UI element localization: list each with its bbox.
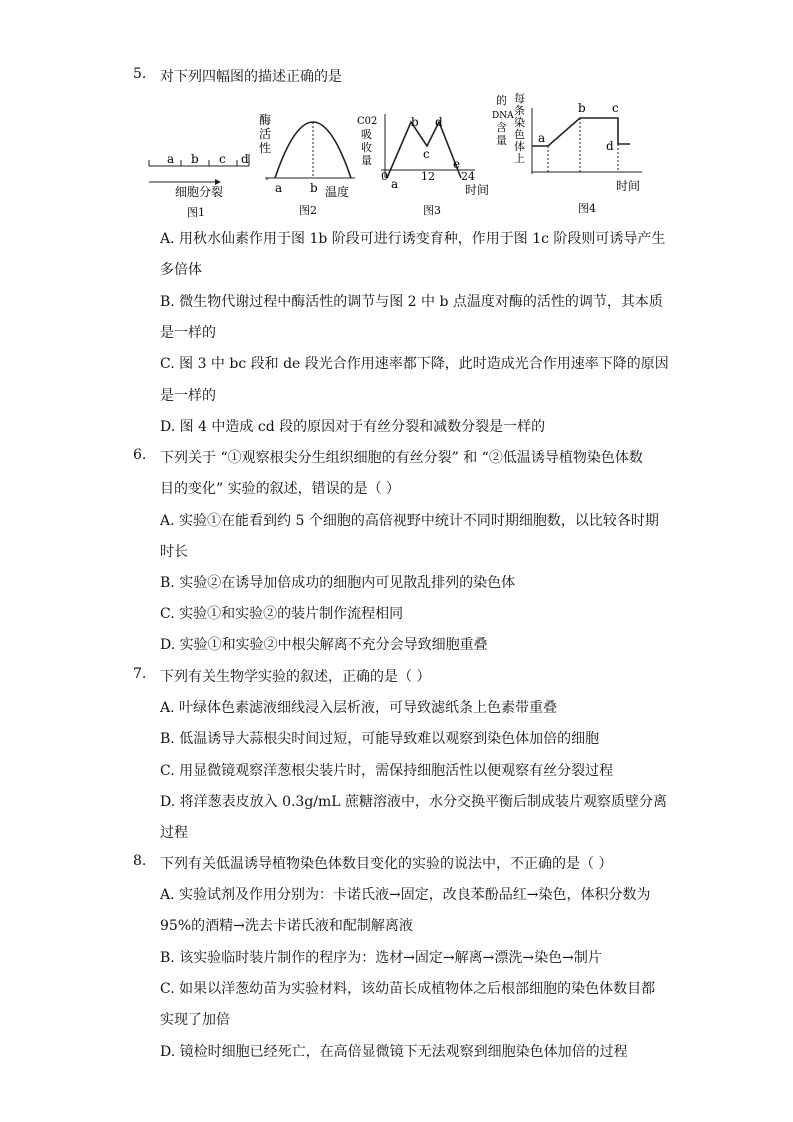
q8-option-a-cont: 95%的酒精→洗去卡诺氏液和配制解离液 (160, 918, 413, 934)
question-6-stem-cont: 目的变化” 实验的叙述，错误的是（ ） (160, 481, 401, 497)
fig4-caption: 图4 (578, 202, 596, 215)
question-5-number: 5. (133, 66, 147, 82)
figure-2 (255, 106, 365, 221)
fig3-origin: 0 (381, 170, 388, 183)
question-6-number: 6. (133, 447, 147, 463)
fig3-ylabel-4: 量 (361, 154, 372, 167)
fig3-point-b: b (411, 115, 419, 129)
fig3-ylabel-3: 收 (361, 141, 372, 154)
q8-option-c: C. 如果以洋葱幼苗为实验材料，该幼苗长成植物体之后根部细胞的染色体数目都 (160, 981, 656, 997)
fig2-caption: 图2 (299, 204, 317, 217)
fig4-ylabel-a2: DNA (492, 111, 514, 121)
question-7-stem: 下列有关生物学实验的叙述，正确的是（ ） (160, 669, 431, 685)
q6-option-b: B. 实验②在诱导加倍成功的细胞内可见散乱排列的染色体 (160, 575, 516, 591)
question-6-stem: 下列关于 “①观察根尖分生组织细胞的有丝分裂” 和 “②低温诱导植物染色体数 (160, 450, 643, 466)
q6-option-a: A. 实验①在能看到约 5 个细胞的高倍视野中统计不同时期细胞数，以比较各时期 (160, 513, 659, 529)
fig4-point-d: d (606, 139, 614, 153)
fig2-point-b: b (310, 181, 318, 195)
q8-option-b: B. 该实验临时装片制作的程序为：选材→固定→解离→漂洗→染色→制片 (160, 950, 602, 966)
q6-option-c: C. 实验①和实验②的装片制作流程相同 (160, 606, 404, 622)
fig4-ylabel-b3: 染 (514, 116, 525, 129)
fig1-label-d: d (241, 152, 249, 166)
question-7-number: 7. (133, 666, 147, 682)
fig3-tick-24: 24 (461, 170, 475, 183)
fig4-point-c: c (612, 101, 619, 115)
q5-option-b-cont: 是一样的 (160, 325, 216, 341)
q5-option-c: C. 图 3 中 bc 段和 de 段光合作用速率都下降，此时造成光合作用速率下降的原因 (160, 356, 669, 372)
question-8-number: 8. (133, 853, 147, 869)
fig3-ylabel-2: 吸 (361, 128, 372, 141)
q6-option-d: D. 实验①和实验②中根尖解离不充分会导致细胞重叠 (160, 637, 488, 653)
fig2-ylabel-2: 活 (259, 127, 272, 141)
figure-3 (355, 106, 495, 221)
question-8-stem: 下列有关低温诱导植物染色体数目变化的实验的说法中，不正确的是（ ） (160, 856, 613, 872)
fig4-ylabel-a1: 的 (496, 94, 507, 107)
q5-option-a-cont: 多倍体 (160, 262, 202, 278)
fig3-xlabel: 时间 (465, 183, 490, 197)
q7-option-b: B. 低温诱导大蒜根尖时间过短，可能导致难以观察到染色体加倍的细胞 (160, 731, 600, 747)
fig4-point-b: b (578, 101, 586, 115)
fig1-label-b: b (191, 152, 199, 166)
q7-option-d-cont: 过程 (160, 825, 188, 841)
fig2-point-a: a (275, 181, 283, 195)
q8-option-d: D. 镜检时细胞已经死亡，在高倍显微镜下无法观察到细胞染色体加倍的过程 (160, 1044, 628, 1060)
fig4-ylabel-a4: 量 (496, 134, 507, 147)
q6-option-a-cont: 时长 (160, 544, 188, 560)
fig3-ylabel-1: C02 (357, 116, 378, 127)
fig4-ylabel-b6: 上 (514, 152, 525, 165)
q8-option-c-cont: 实现了加倍 (160, 1012, 230, 1028)
fig3-tick-12: 12 (421, 170, 435, 183)
fig3-point-e: e (453, 157, 461, 171)
fig3-caption: 图3 (423, 204, 441, 217)
fig2-ylabel-3: 性 (259, 141, 272, 155)
q5-option-d: D. 图 4 中造成 cd 段的原因对于有丝分裂和减数分裂是一样的 (160, 419, 546, 435)
fig3-point-a: a (391, 177, 399, 191)
fig2-xlabel: 温度 (325, 185, 350, 199)
fig4-point-a: a (538, 131, 546, 145)
fig4-ylabel-b2: 条 (514, 104, 525, 117)
fig3-point-c: c (423, 147, 430, 161)
fig3-point-d: d (435, 115, 443, 129)
fig2-ylabel-1: 酶 (259, 113, 272, 127)
q5-option-b: B. 微生物代谢过程中酶活性的调节与图 2 中 b 点温度对酶的活性的调节，其本质 (160, 294, 663, 310)
q7-option-c: C. 用显微镜观察洋葱根尖装片时，需保持细胞活性以便观察有丝分裂过程 (160, 763, 614, 779)
q7-option-d: D. 将洋葱表皮放入 0.3g/mL 蔗糖溶液中，水分交换平衡后制成装片观察质壁分离 (160, 794, 668, 810)
fig4-ylabel-a3: 含 (496, 121, 507, 134)
q5-option-c-cont: 是一样的 (160, 388, 216, 404)
fig4-ylabel-b1: 每 (514, 92, 525, 105)
fig1-axis-label: 细胞分裂 (175, 185, 224, 199)
fig4-ylabel-b4: 色 (514, 128, 525, 141)
figure-1 (145, 148, 255, 220)
figure-4 (492, 88, 652, 218)
q7-option-a: A. 叶绿体色素滤液细线浸入层析液，可导致滤纸条上色素带重叠 (160, 700, 558, 716)
q8-option-a: A. 实验试剂及作用分别为：卡诺氏液→固定，改良苯酚品红→染色，体积分数为 (160, 887, 651, 903)
question-5-stem: 对下列四幅图的描述正确的是 (160, 69, 342, 85)
q5-option-a: A. 用秋水仙素作用于图 1b 阶段可进行诱变育种，作用于图 1c 阶段则可诱导产生 (160, 231, 666, 247)
fig4-xlabel: 时间 (616, 179, 641, 193)
fig1-label-a: a (167, 152, 175, 166)
fig1-caption: 图1 (187, 206, 205, 219)
fig4-ylabel-b5: 体 (514, 140, 525, 153)
fig1-label-c: c (219, 152, 226, 166)
